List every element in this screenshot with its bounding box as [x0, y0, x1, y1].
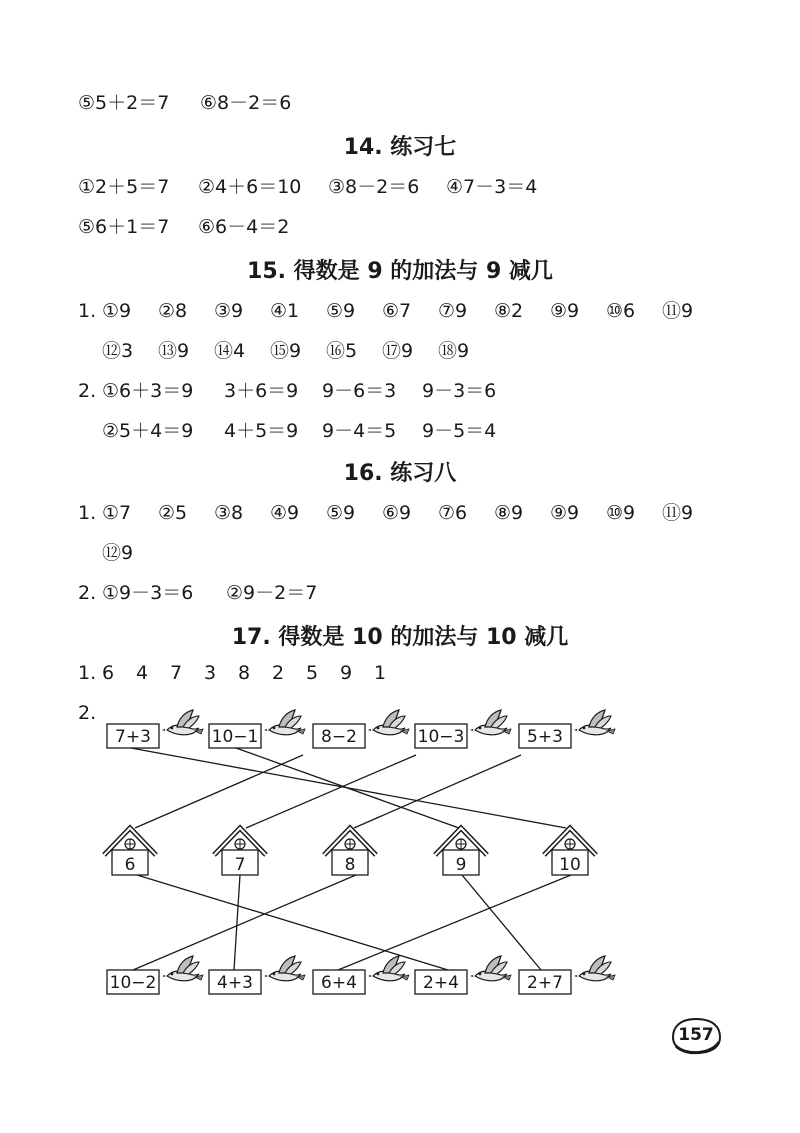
- answer-list: [102, 300, 718, 322]
- sec15-q1-row-1: [78, 296, 718, 323]
- answer-value: 7: [170, 662, 183, 684]
- answer-item: ⑨9: [550, 300, 580, 322]
- bird-icon: [470, 956, 511, 981]
- answer-value: 9: [340, 662, 353, 684]
- answer-list: [102, 340, 494, 362]
- answer-item: ⑯5: [326, 340, 358, 362]
- answer-item: ⑦9: [438, 300, 468, 322]
- equation: ⑥8－2＝6: [200, 92, 292, 114]
- equation: 9－4＝5: [322, 420, 397, 442]
- answer-list: [102, 502, 718, 524]
- connector-line: [236, 748, 459, 828]
- equation: 3＋6＝9: [224, 380, 299, 402]
- bottom-expression: 2+4: [423, 973, 459, 993]
- connector-line: [137, 875, 448, 970]
- equation: ②9－2＝7: [226, 582, 318, 604]
- house-number: 10: [559, 855, 581, 875]
- answer-item: ③8: [214, 502, 244, 524]
- sec14-row-1: [78, 172, 537, 199]
- answer-item: ⑤9: [326, 300, 356, 322]
- answer-item: ②5: [158, 502, 188, 524]
- answer-item: ②8: [158, 300, 188, 322]
- sec15-q2-row-2: [102, 416, 496, 443]
- equation: 9－6＝3: [322, 380, 397, 402]
- house-number: 8: [344, 855, 356, 875]
- bottom-expression: 6+4: [321, 973, 357, 993]
- sec13-tail-row: [78, 88, 291, 115]
- bird-icon: [574, 956, 615, 981]
- answer-item: ⑧9: [494, 502, 524, 524]
- sec15-q1-row-2: [102, 336, 494, 363]
- answer-item: ⑦6: [438, 502, 468, 524]
- top-expression: 8−2: [321, 727, 357, 747]
- answer-value: 5: [306, 662, 319, 684]
- answer-item: ④9: [270, 502, 300, 524]
- bottom-expression: 10−2: [109, 973, 157, 993]
- page-number: 157: [678, 1025, 714, 1045]
- equation: ④7－3＝4: [446, 176, 538, 198]
- section-title-14: 14. 练习七: [343, 135, 457, 160]
- answer-item: ⑨9: [550, 502, 580, 524]
- answer-item: ③9: [214, 300, 244, 322]
- sec16-q1-row-2: [102, 538, 158, 565]
- connector-line: [246, 755, 416, 828]
- answer-item: ⑪9: [662, 502, 694, 524]
- bird-icon: [162, 956, 203, 981]
- answer-item: ⑫9: [102, 542, 134, 564]
- answer-item: ④1: [270, 300, 300, 322]
- house-number: 7: [234, 855, 246, 875]
- house-number: 9: [455, 855, 467, 875]
- bird-icon: [574, 710, 615, 735]
- answer-list: [102, 662, 408, 684]
- equation: ②4＋6＝10: [198, 176, 302, 198]
- connector-line: [133, 875, 356, 970]
- sec17-q2-label: 2.: [78, 702, 97, 724]
- equation: ⑤5＋2＝7: [78, 92, 170, 114]
- equation: 9－3＝6: [422, 380, 497, 402]
- equation: 9－5＝4: [422, 420, 497, 442]
- equation: ①6＋3＝9: [102, 380, 194, 402]
- answer-item: ⑱9: [438, 340, 470, 362]
- top-expression: 7+3: [115, 727, 151, 747]
- answer-item: ⑪9: [662, 300, 694, 322]
- equation: ③8－2＝6: [328, 176, 420, 198]
- answer-list: [102, 542, 158, 564]
- question-label: 2.: [78, 380, 97, 402]
- answer-item: ⑩9: [606, 502, 636, 524]
- top-expression: 5+3: [527, 727, 563, 747]
- bird-icon: [368, 710, 409, 735]
- connector-line: [338, 875, 571, 970]
- question-label: 1.: [78, 300, 97, 322]
- connector-line: [234, 875, 240, 970]
- answer-item: ⑬9: [158, 340, 190, 362]
- question-label: 1.: [78, 502, 97, 524]
- answer-value: 8: [238, 662, 251, 684]
- answer-value: 2: [272, 662, 285, 684]
- bird-icon: [368, 956, 409, 981]
- bird-icon: [470, 710, 511, 735]
- answer-item: ⑮9: [270, 340, 302, 362]
- bird-icon: [264, 956, 305, 981]
- bottom-expression: 2+7: [527, 973, 563, 993]
- bottom-expression: 4+3: [217, 973, 253, 993]
- answer-item: ⑰9: [382, 340, 414, 362]
- answer-item: ①7: [102, 502, 132, 524]
- answer-value: 1: [374, 662, 387, 684]
- sec16-q1-row-1: [78, 498, 718, 525]
- bird-icon: [264, 710, 305, 735]
- answer-item: ⑩6: [606, 300, 636, 322]
- answer-value: 3: [204, 662, 217, 684]
- section-title-16: 16. 练习八: [343, 461, 457, 486]
- answer-item: ⑫3: [102, 340, 134, 362]
- connector-line: [135, 755, 303, 828]
- answer-item: ⑥9: [382, 502, 412, 524]
- sec17-q1-row: [78, 662, 408, 684]
- sec15-q2-row-1: [78, 376, 496, 403]
- answer-item: ①9: [102, 300, 132, 322]
- equation: 4＋5＝9: [224, 420, 299, 442]
- top-expression: 10−1: [211, 727, 259, 747]
- question-label: 1.: [78, 662, 97, 684]
- equation: ⑤6＋1＝7: [78, 216, 170, 238]
- house-number: 6: [124, 855, 136, 875]
- answer-item: ⑤9: [326, 502, 356, 524]
- answer-item: ⑧2: [494, 300, 524, 322]
- equation: ⑥6－4＝2: [198, 216, 290, 238]
- matching-diagram: [0, 690, 800, 1010]
- sec14-row-2: [78, 212, 289, 239]
- answer-value: 6: [102, 662, 115, 684]
- equation: ②5＋4＝9: [102, 420, 194, 442]
- top-expression: 10−3: [417, 727, 465, 747]
- sec16-q2-row-1: [78, 578, 317, 605]
- answer-item: ⑭4: [214, 340, 246, 362]
- answer-item: ⑥7: [382, 300, 412, 322]
- equation: ①2＋5＝7: [78, 176, 170, 198]
- page-number-badge: [670, 1016, 722, 1056]
- section-title-15: 15. 得数是 9 的加法与 9 减几: [247, 259, 553, 284]
- connector-line: [354, 755, 521, 828]
- bird-icon: [162, 710, 203, 735]
- answer-value: 4: [136, 662, 149, 684]
- equation: ①9－3＝6: [102, 582, 194, 604]
- question-label: 2.: [78, 582, 97, 604]
- section-title-17: 17. 得数是 10 的加法与 10 减几: [231, 625, 569, 650]
